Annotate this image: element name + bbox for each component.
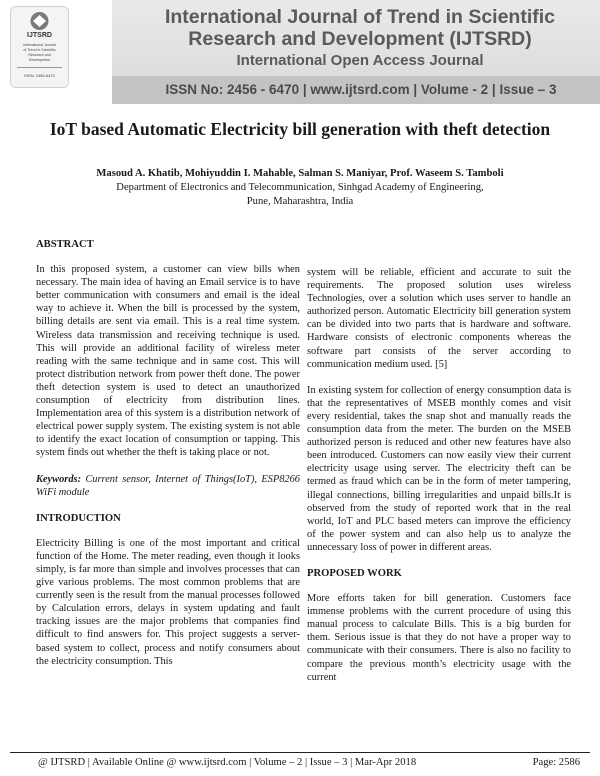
keywords-text: Current sensor, Internet of Things(IoT), ESP8266 WiFi module xyxy=(36,473,300,498)
footer-citation: @ IJTSRD | Available Online @ www.ijtsrd.com | Volume – 2 | Issue – 3 | Mar-Apr 2018 xyxy=(38,757,417,768)
logo-line-2: of Trend in Scientific xyxy=(23,48,56,52)
paper-authors: Masoud A. Khatib, Mohiyuddin I. Mahable, Salman S. Maniyar, Prof. Waseem S. Tamboli xyxy=(96,168,504,179)
paper-title: IoT based Automatic Electricity bill generation with theft detection xyxy=(49,119,551,139)
proposed-work-text: More efforts taken for bill generation. Customers face immense problems with the current procedure of using this manual process to calculate Bills. This is a big burden for them. Serious issue is that they do not have a proper way to communicate with their consumers. There is also no facility to compare the previous month’s electricity usage with the current xyxy=(307,593,571,683)
keywords-label: Keywords: xyxy=(36,473,82,485)
journal-header xyxy=(0,0,600,107)
abstract-text: In this proposed system, a customer can view bills when necessary. The main idea of having an Email service is to have better communication with consumers and email is the ideal way to achieve it. When the bill is processed by the system, billing details are sent via email. This is a real time system. Wireless data transmission and receiving technique is used. This will provide an additional facility of wireless meter reading with the same technique and in same cost. This will protect distribution network from power theft done. The power theft detection system is used to detect an unauthorized consumption of electricity from distribution lines. Implementation area of this system is a distribution network of electrical power supply system. The existing system is not able to identify the exact location of consumption or tapping. This system finds out whether the theft is taking place or not. xyxy=(36,264,300,459)
introduction-text: Electricity Billing is one of the most important and critical function of the Home. The meter reading, even though it looks simply, is far more than simple and involves processes that can give various problems. The most common problems that are currently seen is the result from the manual processes followed by Calculation errors, delays in system updating and fault tracking issues are the major problems that companies find difficult to find answers for. This project suggests a server-based system to collect, process and notify consumers about the electricity consumption. This xyxy=(36,537,300,667)
right-paragraph-2: In existing system for collection of energy consumption data is that the representatives of MSEB monthly comes and visit every residential, takes the snap shot and manually reads the consumption data from the meter. The burden on the MSEB authorized person is reduced and other new features have also been introduced. Customers can now easily view their current electricity usage using server. The electricity theft can be termed as fraud which can be in the form of meter tampering, illegal connections, billing irregularities and unpaid bills.It is observed from the study of reported work that in the real world, IoT and PLC based meters can improve the efficiency of the power system and can also help us to analyze the unnecessary loss of power in different areas. xyxy=(307,384,571,553)
logo-acronym: IJTSRD xyxy=(27,32,52,39)
page-footer xyxy=(10,752,590,773)
footer-page-number: Page: 2586 xyxy=(532,757,580,768)
right-column xyxy=(307,266,571,684)
affiliation-line-2: Pune, Maharashtra, India xyxy=(246,196,354,207)
journal-logo xyxy=(10,6,69,88)
right-paragraph-1: system will be reliable, efficient and accurate to suit the requirements. The proposed solution uses wireless Technologies, over a solution which uses server to handle an authorized person. Automatic Electricity bill generation system can be divided into two parts that is hardware and software. Hardware consists of electronic components whereas the software part consists of the server according to communication medium used. [5] xyxy=(307,267,571,370)
introduction-heading: INTRODUCTION xyxy=(36,512,121,524)
logo-line-4: Development xyxy=(28,58,51,62)
issn-bar: ISSN No: 2456 - 6470 | www.ijtsrd.com | Volume - 2 | Issue – 3 xyxy=(112,76,600,104)
logo-line-1: International Journal xyxy=(23,43,56,47)
journal-subtitle: International Open Access Journal xyxy=(236,52,484,69)
affiliation-line-1: Department of Electronics and Telecommunication, Sinhgad Academy of Engineering, xyxy=(116,182,484,193)
proposed-work-heading: PROPOSED WORK xyxy=(307,567,402,579)
journal-logo-graphic xyxy=(11,7,68,87)
logo-issn: ISSN: 2456-6470 xyxy=(24,73,55,78)
journal-name-line-1: International Journal of Trend in Scientific xyxy=(164,6,556,28)
logo-line-3: Research and xyxy=(28,53,51,57)
keywords xyxy=(36,473,300,499)
abstract-heading: ABSTRACT xyxy=(36,239,94,250)
journal-name-line-2: Research and Development (IJTSRD) xyxy=(188,28,532,50)
left-column xyxy=(36,238,300,668)
